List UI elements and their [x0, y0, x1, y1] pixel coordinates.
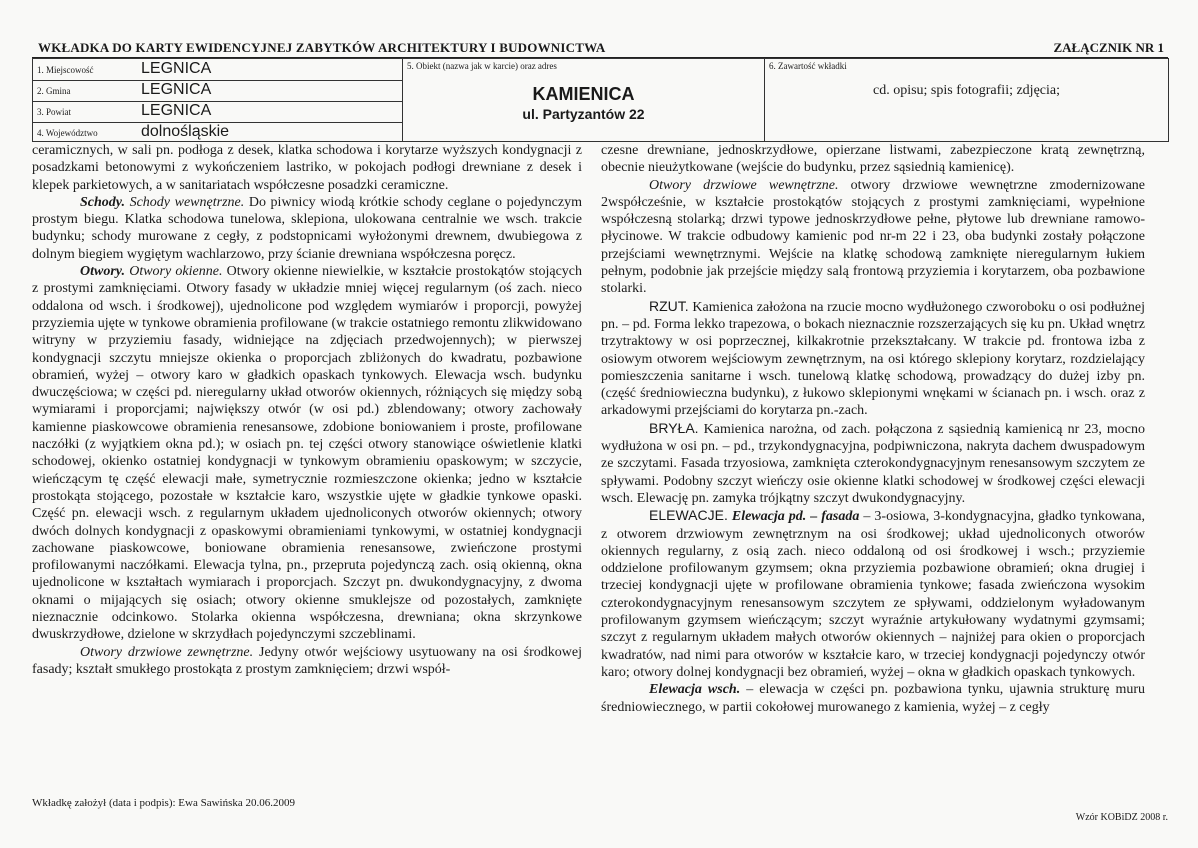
subheading-east-facade: Elewacja wsch. — [649, 682, 741, 698]
text-windows: Otwory okienne niewielkie, w kształcie prostokątów stojących z prostymi zamknięciami. Otwory fasady w układzie mniej więcej regularnym (oś zach. nieco oddalona od wsch. i środkowej), ujednolicone pod względem wymiarów i proporcji, powyżej przyziemia ujęte w tynkowe obramienia profilowane (w trakcie ostatniego remontu zlikwidowano witryny w przyziemiu fasady, widniejące na zdjęciach przedwojennych); w pierwszej kondygnacji szczytu mniejsze okienka o proporcjach zbliżonych do kwadratu, pozbawione obramień, wyżej – otwory karo w gładkich opaskach tynkowych. Elewacja wsch. budynku dwuczęściowa; w części pd. nieregularny układ otworów okiennych, różniących się między sobą wymiarami i proporcjami; największy otwór (w osi pd.) zblendowany; otwory zachowały kamienne piaskowcowe obramienia renesansowe, zdobione boniowaniem i proste, profilowane naczółki (z wyjątkiem okna pd.); w osiach pn. tej części otwory stanowiące oświetlenie klatki schodowej, okienko ostatniej kondygnacji w tynkowym obramieniu opaskowym; w szczycie, wieńczącym tę część elewacji małe, symetrycznie rozmieszczone okienka; jedno w kształcie prostokąta stojącego, pozostałe w kształcie karo, wszystkie ujęte w gładkie tynkowe opaski. Część pn. elewacji wsch. z regularnym układem ujednoliconych otworów okiennych; otwory dwóch dolnych kondygnacji z opaskowymi obramieniami tynkowymi, w ostatniej kondygnacji zachowane piaskowcowe, boniowane obramienia renesansowe, zwieńczone prostymi profilowanymi naczółkami. Elewacja tylna, pn., przepruta pojedynczą zach. osią okienną, okna ujednolicone w kształtach wymiarach i proporcjach. Szczyt pn. dwukondygnacyjny, z dwoma oknami o mijających się osiach; otwory okienne smuklejsze od pozostałych, zamknięte nieznacznie odcinkowo. Stolarka okienna współczesna, drewniana; okna skrzynkowe dwuskrzydłowe, dzielone w skrzydłach pojedynczymi szczeblinami. — [32, 264, 583, 643]
paragraph-stairs — [32, 194, 582, 263]
paragraph-outer-doors — [32, 644, 582, 679]
text-south-facade: – 3-osiowa, 3-kondygnacyjna, gładko tynkowana, z otworem drzwiowym zewnętrznym na osi środkowej; układ ujednoliconych otworów okiennych regularny, z osią zach. nieco oddaloną od osi środkowej i wsch.; przyziemie oddzielone profilowanym gzymsem; okna przyziemia pozbawione obramień; okna drugiej i trzeciej kondygnacji ujęte w profilowane obramienia tynkowe; fasada zwieńczona wysokim czterokondygnacyjnym renesansowym szczytem ze spływami, oddzielonym wyładowanym profilowanym gzymsem wieńczącym; szczyt wyraźnie artykułowany wydatnymi gzymsami; szczyt z regularnym układem małych otworów okiennych – najniżej para okien o proporcjach kwadratów, nad nimi para otworów w kształcie karo, w trzeciej kondygnacji pojedynczy otwór karo; otwory dolnej kondygnacji bez obramień, wyżej – okna w gładkich opaskach tynkowych. — [601, 509, 1145, 680]
text-stairs: Do piwnicy wiodą krótkie schody ceglane o pojedynczym prostym biegu. Klatka schodowa tunelowa, sklepiona, ulokowana centralnie we wsch. trakcie budynku; schody murowane z cegły, z podstopnicami wyłożonymi drewnem, dwubiegowa z dolnym biegiem wygiętym wachlarzowo, przy ścianie drewniana współczesna poręcz. — [32, 194, 582, 262]
contents-value: cd. opisu; spis fotografii; zdjęcia; — [872, 83, 1060, 98]
paragraph-east-facade — [601, 681, 1145, 716]
paragraph-floors: ceramicznych, w sali pn. podłoga z desek, klatka schodowa i korytarze wyższych kondygnacji z posadzkami betonowymi z wykończeniem lastriko, w pokojach podłogi drewniane z desek i klepek parkietowych, a w sanitariatach współczesne posadzki ceramiczne. — [32, 143, 582, 193]
paragraph-doors-cont: czesne drewniane, jednoskrzydłowe, opierzane listwami, zabezpieczone kratą zewnętrzną, obecnie nieużytkowane (wejście do budynku, przez sąsiednią kamienicę). — [601, 143, 1145, 176]
text-east-facade: – elewacja w części pn. pozbawiona tynku, ujawnia strukturę muru średniowiecznego, w partii cokołowej murowanego z kamienia, wyżej – z cegły — [601, 682, 1146, 715]
text-plan: Kamienica założona na rzucie mocno wydłużonego czworoboku o osi podłużnej pn. – pd. Forma lekko trapezowa, o bokach nieznacznie rozszerzających się ku pn. Układ wnętrz trzytraktowy w osi poprzecznej, kilkakrotnie przekształcany. W trakcie pd. frontowa izba z osiowym otworem wejściowym zewnętrznym, na osi którego sklepiony korytarz, rozdzielający pomieszczenia sanitarne i wsch. tunelową klatkę schodową, prowadzący do dużej izby pn. (część średniowieczna budynku), z łukowo sklepionymi wnękami w ścianach pn. i wsch. oraz z arkadowymi przejściami do korytarza pn.-zach. — [601, 299, 1145, 419]
district-value: LEGNICA — [141, 102, 212, 119]
locality-label: 1. Miejscowość — [37, 65, 94, 75]
object-address: ul. Partyzantów 22 — [522, 106, 645, 122]
heading-plan: RZUT. — [649, 297, 689, 314]
text-column-left — [32, 142, 582, 678]
object-field — [402, 58, 765, 142]
voivodeship-row — [33, 122, 402, 143]
locality-value: LEGNICA — [141, 60, 212, 77]
text-inner-doors: otwory drzwiowe wewnętrzne zmodernizowane 2współcześnie, w kształcie prostokątów stojących z prostymi zamknięciami, wypełnione współczesną stolarką; drzwi typowe jednoskrzydłowe pełne, płytowe lub drewniane ramowo-płycinowe. W trakcie odbudowy kamienic pod nr-m 22 i 23, oba budynki zostały połączone przejściami wewnętrznymi. Wejście na klatkę schodową zamknięte nieregularnym łukiem pełnym, podobnie jak przejście między salą frontową przyziemia i korytarzem, oba pozbawione stolarki. — [601, 177, 1146, 297]
paragraph-inner-doors — [601, 177, 1145, 298]
district-label: 3. Powiat — [37, 107, 72, 117]
heading-facades: ELEWACJE. — [649, 507, 728, 524]
object-name: KAMIENICA — [532, 84, 635, 104]
commune-row — [33, 80, 402, 102]
text-massing: Kamienica narożna, od zach. połączona z sąsiednią kamienicą nr 23, mocno wydłużona w osi pn. – pd., trzykondygnacyjna, podpiwniczona, nakryta dachem dwuspadowym ze szczytami. Fasada trzyosiowa, zamknięta czterokondygnacyjnym renesansowym szczytem ze spływami. Podobny szczyt wieńczy osie okienne klatki schodowej w środkowej części elewacji wsch. Elewację pn. zamyka trójkątny szczyt dwukondygnacyjny. — [601, 421, 1145, 506]
paragraph-plan — [601, 298, 1145, 420]
founder-signature: Wkładkę założył (data i podpis): Ewa Sawińska 20.06.2009 — [32, 797, 296, 809]
object-label: 5. Obiekt (nazwa jak w karcie) oraz adres — [407, 61, 557, 71]
annex-number: ZAŁĄCZNIK NR 1 — [1053, 40, 1164, 55]
locality-row — [33, 59, 402, 81]
paragraph-massing — [601, 420, 1145, 507]
form-title: WKŁADKA DO KARTY EWIDENCYJNEJ ZABYTKÓW ARCHITEKTURY I BUDOWNICTWA — [38, 40, 606, 55]
text-column-right — [601, 142, 1145, 716]
text-outer-doors: Jedyny otwór wejściowy usytuowany na osi środkowej fasady; kształt smukłego prostokąta z prostym zamknięciem; drzwi współ- — [32, 644, 582, 677]
location-fields — [32, 58, 403, 142]
template-version: Wzór KOBiDZ 2008 r. — [1075, 812, 1168, 823]
district-row — [33, 101, 402, 123]
voivodeship-value: dolnośląskie — [141, 123, 230, 140]
heading-stairs: Schody. — [80, 194, 125, 210]
subheading-windows: Otwory okienne. — [129, 264, 223, 280]
paragraph-facades — [601, 507, 1145, 681]
voivodeship-label: 4. Województwo — [37, 128, 98, 138]
heading-openings: Otwory. — [80, 264, 125, 280]
commune-value: LEGNICA — [141, 81, 212, 98]
contents-label: 6. Zawartość wkładki — [769, 61, 847, 71]
subheading-outer-doors: Otwory drzwiowe zewnętrzne. — [80, 644, 254, 660]
subheading-south-facade: Elewacja pd. – fasada — [731, 509, 860, 525]
subheading-inner-stairs: Schody wewnętrzne. — [129, 194, 245, 210]
commune-label: 2. Gmina — [37, 86, 71, 96]
paragraph-windows — [32, 263, 582, 644]
subheading-inner-doors: Otwory drzwiowe wewnętrzne. — [649, 177, 839, 193]
contents-field — [764, 58, 1169, 142]
heading-massing: BRYŁA. — [649, 419, 699, 436]
